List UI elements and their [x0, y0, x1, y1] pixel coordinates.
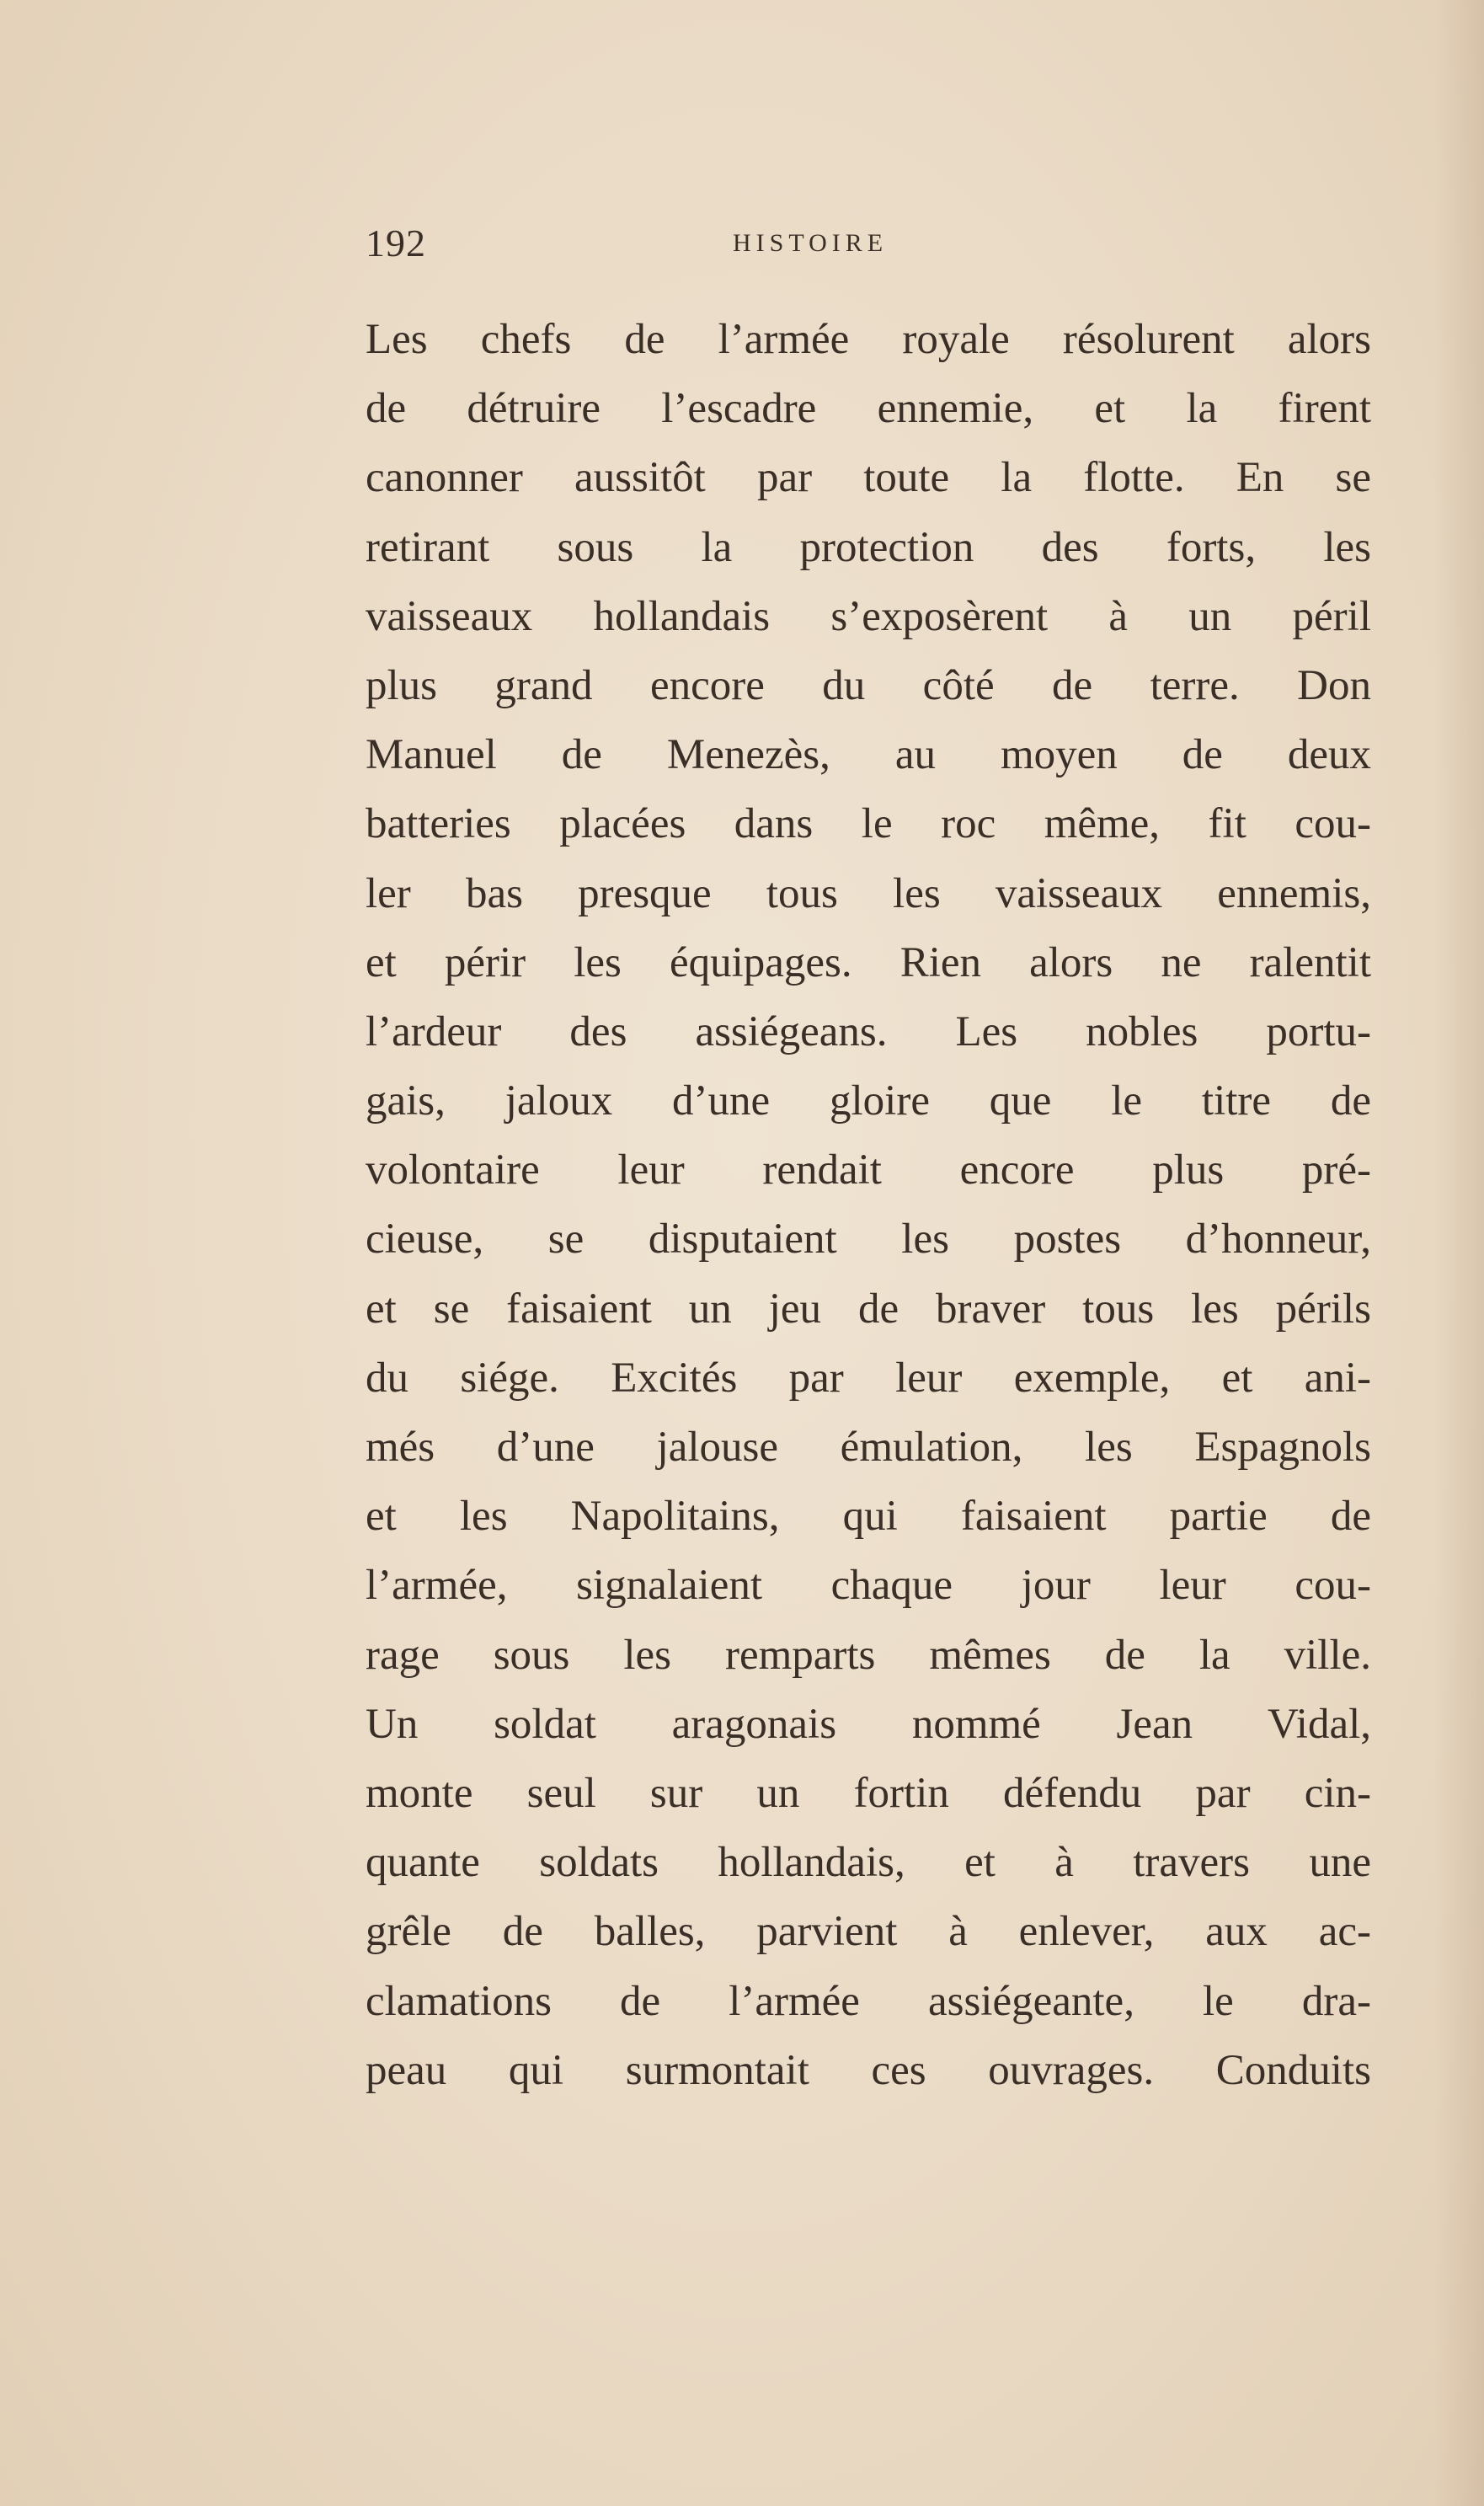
text-line — [366, 305, 1371, 374]
text-line — [366, 513, 1371, 582]
text-line-content: quante soldats hollandais, et à travers une — [366, 1839, 1371, 1887]
text-line-content: Un soldat aragonais nommé Jean Vidal, — [366, 1700, 1371, 1748]
body-text — [366, 305, 1371, 2105]
text-line-content: monte seul sur un fortin défendu par cin- — [366, 1769, 1371, 1817]
text-line-content: du siége. Excités par leur exemple, et ani- — [366, 1354, 1371, 1402]
text-line — [366, 789, 1371, 858]
text-line — [366, 374, 1371, 443]
text-line-content: batteries placées dans le roc même, fit cou- — [366, 800, 1371, 848]
text-line-content: l’armée, signalaient chaque jour leur cou- — [366, 1562, 1371, 1610]
text-line — [366, 1759, 1371, 1828]
text-line — [366, 928, 1371, 997]
text-line — [366, 1344, 1371, 1413]
text-line-content: gais, jaloux d’une gloire que le titre de — [366, 1077, 1371, 1125]
text-line-content: Manuel de Menezès, au moyen de deux — [366, 731, 1371, 779]
text-line — [366, 1897, 1371, 1966]
text-line — [366, 1551, 1371, 1620]
text-line-content: ler bas presque tous les vaisseaux ennemis, — [366, 869, 1371, 917]
text-line-content: grêle de balles, parvient à enlever, aux ac- — [366, 1908, 1371, 1956]
text-line — [366, 582, 1371, 651]
page-edge-shadow — [1433, 0, 1484, 2506]
text-line-content: et se faisaient un jeu de braver tous les périls — [366, 1285, 1371, 1333]
text-line — [366, 1482, 1371, 1551]
text-line-content: de détruire l’escadre ennemie, et la firent — [366, 385, 1371, 433]
text-line-content: l’ardeur des assiégeans. Les nobles portu- — [366, 1007, 1371, 1055]
text-line-content: canonner aussitôt par toute la flotte. En se — [366, 454, 1371, 502]
text-line — [366, 720, 1371, 789]
text-line-content: volontaire leur rendait encore plus pré- — [366, 1146, 1371, 1194]
text-line-content: et les Napolitains, qui faisaient partie de — [366, 1493, 1371, 1541]
text-line-content: rage sous les remparts mêmes de la ville. — [366, 1631, 1371, 1679]
text-line-content: retirant sous la protection des forts, les — [366, 523, 1371, 571]
text-line — [366, 1205, 1371, 1274]
page-number: 192 — [366, 222, 426, 264]
text-line — [366, 1828, 1371, 1897]
text-line — [366, 1066, 1371, 1135]
text-line — [366, 1967, 1371, 2036]
text-line-content: peau qui surmontait ces ouvrages. Conduits — [366, 2046, 1371, 2094]
text-line-content: clamations de l’armée assiégeante, le dra- — [366, 1977, 1371, 2025]
text-line — [366, 1690, 1371, 1759]
text-line — [366, 1413, 1371, 1482]
text-line — [366, 2036, 1371, 2105]
text-line-content: cieuse, se disputaient les postes d’honneur, — [366, 1216, 1371, 1264]
text-line-content: més d’une jalouse émulation, les Espagnols — [366, 1424, 1371, 1471]
text-line-content: Les chefs de l’armée royale résolurent alors — [366, 316, 1371, 363]
text-line — [366, 859, 1371, 928]
text-line — [366, 651, 1371, 720]
text-line — [366, 1135, 1371, 1205]
text-line-content: vaisseaux hollandais s’exposèrent à un péril — [366, 592, 1371, 640]
text-line-content: plus grand encore du côté de terre. Don — [366, 661, 1371, 709]
text-line — [366, 1274, 1371, 1344]
text-line-content: et périr les équipages. Rien alors ne ralentit — [366, 938, 1371, 986]
running-title: HISTOIRE — [733, 229, 889, 257]
text-line — [366, 1621, 1371, 1690]
text-line — [366, 443, 1371, 512]
text-line — [366, 997, 1371, 1066]
